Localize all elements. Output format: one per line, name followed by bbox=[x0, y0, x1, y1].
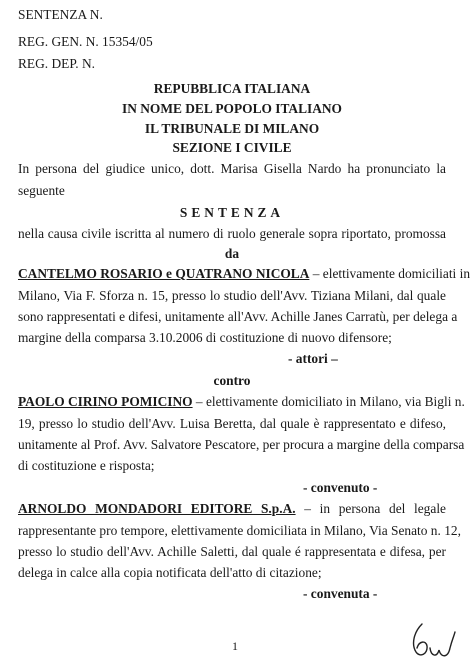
convenuto-line-3: unitamente al Prof. Avv. Salvatore Pescatore, per procura a margine della comparsa bbox=[18, 437, 465, 452]
convenuta-role: - convenuta - bbox=[303, 586, 378, 601]
da-label: da bbox=[224, 246, 240, 261]
sentenza-number-label: SENTENZA N. bbox=[18, 7, 103, 22]
intro-line-1: In persona del giudice unico, dott. Marisa Gisella Nardo ha pronunciato la bbox=[18, 161, 446, 176]
title-sezione: SEZIONE I CIVILE bbox=[172, 140, 292, 155]
title-popolo: IN NOME DEL POPOLO ITALIANO bbox=[122, 101, 342, 116]
convenuta-name: ARNOLDO MONDADORI EDITORE S.p.A. bbox=[18, 501, 296, 516]
attori-line-2: Milano, Via F. Sforza n. 15, presso lo studio dell'Avv. Tiziana Milani, dal quale bbox=[18, 288, 446, 303]
page-number: 1 bbox=[232, 639, 238, 653]
convenuto-line-1 bbox=[18, 394, 465, 409]
convenuta-line-1 bbox=[18, 502, 446, 515]
reg-dep-number-label: REG. DEP. N. bbox=[18, 56, 96, 71]
convenuto-line-4: di costituzione e risposta; bbox=[18, 458, 155, 473]
contro-label: contro bbox=[213, 373, 251, 388]
title-tribunale: IL TRIBUNALE DI MILANO bbox=[144, 121, 320, 136]
sentenza-heading: SENTENZA bbox=[179, 205, 285, 220]
convenuta-line-3: presso lo studio dell'Avv. Achille Saletti, dal quale é rappresentata e difesa, per bbox=[18, 544, 446, 559]
convenuto-line-2: 19, presso lo studio dell'Avv. Luisa Beretta, dal quale è rappresentato e difeso, bbox=[18, 416, 446, 431]
attori-role: - attori – bbox=[288, 351, 338, 366]
causa-line: nella causa civile iscritta al numero di ruolo generale sopra riportato, promossa bbox=[18, 226, 446, 241]
intro-line-2: seguente bbox=[18, 183, 65, 198]
convenuto-role: - convenuto - bbox=[303, 480, 378, 495]
attori-line-3: sono rappresentati e difesi, unitamente all'Avv. Achille Janes Carratù, per delega a bbox=[18, 309, 458, 324]
title-repubblica: REPUBBLICA ITALIANA bbox=[153, 81, 311, 96]
attori-name: CANTELMO ROSARIO e QUATRANO NICOLA bbox=[18, 266, 310, 281]
handwritten-initials-mark bbox=[408, 620, 460, 662]
convenuta-line-4: delega in calce alla copia notificata dell'atto di citazione; bbox=[18, 565, 322, 580]
attori-line-4: margine della comparsa 3.10.2006 di costituzione di nuovo difensore; bbox=[18, 330, 392, 345]
attori-line-1 bbox=[18, 266, 470, 281]
convenuto-line-1-rest: – elettivamente domiciliato in Milano, via Bigli n. bbox=[192, 394, 465, 409]
convenuta-line-1-rest: – in persona del legale bbox=[295, 501, 446, 516]
attori-line-1-rest: – elettivamente domiciliati in bbox=[309, 266, 470, 281]
convenuta-line-2: rappresentante pro tempore, elettivamente domiciliata in Milano, Via Senato n. 12, bbox=[18, 523, 461, 538]
reg-gen-number: REG. GEN. N. 15354/05 bbox=[18, 34, 153, 49]
convenuto-name: PAOLO CIRINO POMICINO bbox=[18, 394, 193, 409]
